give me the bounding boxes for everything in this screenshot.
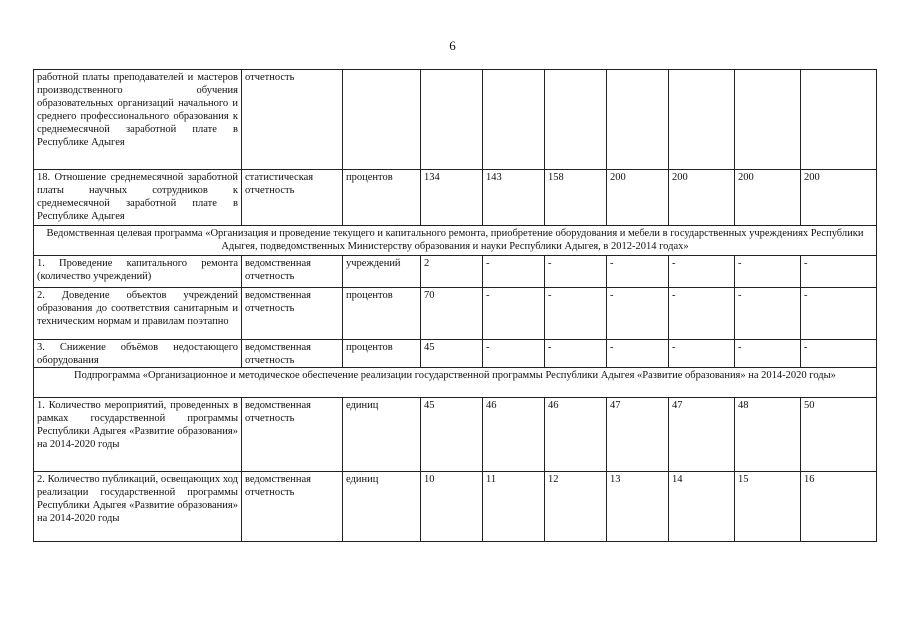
source-cell: ведомственная отчетность [242, 340, 343, 368]
unit-cell: процентов [343, 288, 421, 340]
value-cell [669, 70, 735, 170]
value-cell: - [735, 256, 801, 288]
value-cell: 15 [735, 472, 801, 542]
value-cell: 134 [421, 170, 483, 226]
value-cell: 47 [607, 398, 669, 472]
source-cell: ведомственная отчетность [242, 256, 343, 288]
value-cell: - [735, 340, 801, 368]
value-cell: - [483, 340, 545, 368]
page-number: 6 [449, 38, 456, 53]
value-cell [421, 70, 483, 170]
value-cell: 45 [421, 398, 483, 472]
value-cell: - [607, 340, 669, 368]
value-cell: 11 [483, 472, 545, 542]
value-cell: - [483, 288, 545, 340]
value-cell [483, 70, 545, 170]
value-cell: - [669, 340, 735, 368]
unit-cell: единиц [343, 398, 421, 472]
indicator-name-cell: 2. Доведение объектов учреждений образования до соответствия санитарным и техническим нормам и правилам поэтапно [34, 288, 242, 340]
value-cell: - [669, 256, 735, 288]
value-cell: 13 [607, 472, 669, 542]
value-cell: - [545, 256, 607, 288]
value-cell: - [801, 256, 877, 288]
value-cell: - [801, 288, 877, 340]
indicator-name-cell: 2. Количество публикаций, освещающих ход реализации государственной программы Республики Адыгея «Развитие образования» на 2014-2020 годы [34, 472, 242, 542]
value-cell: 45 [421, 340, 483, 368]
section-row [34, 226, 877, 256]
value-cell: - [735, 288, 801, 340]
value-cell: - [669, 288, 735, 340]
section-title: Подпрограмма «Организационное и методическое обеспечение реализации государственной программы Республики Адыгея «Развитие образования» на 2014-2020 годы» [34, 368, 877, 398]
value-cell [607, 70, 669, 170]
value-cell: 158 [545, 170, 607, 226]
value-cell: 200 [735, 170, 801, 226]
value-cell: 10 [421, 472, 483, 542]
section-row [34, 368, 877, 398]
value-cell: 70 [421, 288, 483, 340]
indicator-name-cell: 18. Отношение среднемесячной заработной платы научных сотрудников к среднемесячной заработной плате в Республике Адыгея [34, 170, 242, 226]
unit-cell: единиц [343, 472, 421, 542]
value-cell: - [801, 340, 877, 368]
value-cell: - [545, 288, 607, 340]
value-cell: 12 [545, 472, 607, 542]
table-row [34, 340, 877, 368]
value-cell: 46 [545, 398, 607, 472]
value-cell: 46 [483, 398, 545, 472]
value-cell: 200 [801, 170, 877, 226]
value-cell: 47 [669, 398, 735, 472]
unit-cell: процентов [343, 170, 421, 226]
indicator-name-cell: 3. Снижение объёмов недостающего оборудования [34, 340, 242, 368]
table-row [34, 170, 877, 226]
value-cell: 48 [735, 398, 801, 472]
value-cell: 143 [483, 170, 545, 226]
value-cell: - [607, 256, 669, 288]
table-row [34, 256, 877, 288]
value-cell: - [545, 340, 607, 368]
source-cell: ведомственная отчетность [242, 288, 343, 340]
value-cell [801, 70, 877, 170]
value-cell: 14 [669, 472, 735, 542]
table-body [34, 70, 877, 542]
source-cell: ведомственная отчетность [242, 398, 343, 472]
unit-cell: учреждений [343, 256, 421, 288]
value-cell: 16 [801, 472, 877, 542]
indicator-name-cell: 1. Количество мероприятий, проведенных в рамках государственной программы Республики Адыгея «Развитие образования» на 2014-2020 годы [34, 398, 242, 472]
value-cell: - [483, 256, 545, 288]
value-cell [735, 70, 801, 170]
table-row [34, 472, 877, 542]
value-cell [545, 70, 607, 170]
source-cell: отчетность [242, 70, 343, 170]
section-title: Ведомственная целевая программа «Организация и проведение текущего и капитального ремонта, приобретение оборудования и мебели в государственных учреждениях Республики Адыгея, подведомственных Министерству образования и науки Республики Адыгея, в 2012-2014 годах» [34, 226, 877, 256]
value-cell: 50 [801, 398, 877, 472]
source-cell: ведомственная отчетность [242, 472, 343, 542]
unit-cell [343, 70, 421, 170]
unit-cell: процентов [343, 340, 421, 368]
indicator-name-cell: 1. Проведение капитального ремонта (количество учреждений) [34, 256, 242, 288]
indicators-table [33, 69, 877, 542]
value-cell: 200 [669, 170, 735, 226]
indicator-name-cell: работной платы преподавателей и мастеров производственного обучения образовательных организаций начального и среднего профессионального образования к среднемесячной заработной плате в Республике Адыгея [34, 70, 242, 170]
value-cell: - [607, 288, 669, 340]
value-cell: 200 [607, 170, 669, 226]
value-cell: 2 [421, 256, 483, 288]
table-row [34, 70, 877, 170]
table-row [34, 398, 877, 472]
source-cell: статистическая отчетность [242, 170, 343, 226]
table-row [34, 288, 877, 340]
